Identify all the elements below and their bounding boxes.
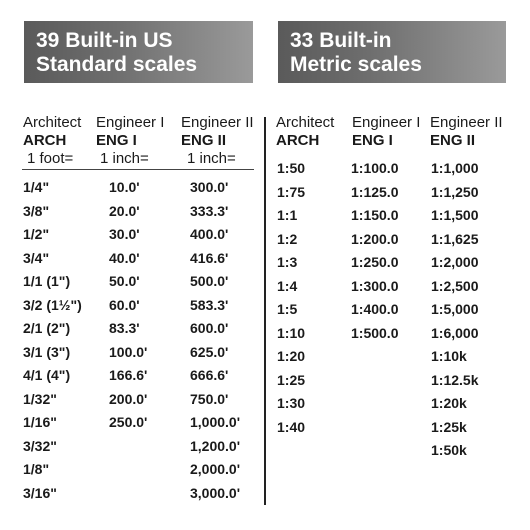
metric-arch-header-code: ARCH	[276, 132, 320, 149]
us-eng2-cell: 333.3'	[190, 202, 229, 219]
us-arch-cell: 3/4"	[23, 249, 50, 266]
us-eng2-header	[181, 114, 254, 168]
metric-eng1-cell: 1:200.0	[351, 230, 399, 247]
us-eng1-header-code: ENG I	[96, 132, 137, 149]
metric-eng1-header-code: ENG I	[352, 132, 393, 149]
us-eng1-cell: 20.0'	[109, 202, 140, 219]
metric-eng2-cell: 1:25k	[431, 418, 467, 435]
us-eng1-cell: 166.6'	[109, 367, 148, 383]
us-arch-header	[23, 114, 81, 168]
us-arch-cell: 3/1 (3")	[23, 343, 71, 360]
metric-arch-cell: 1:50	[277, 160, 306, 176]
metric-arch-cell: 1:3	[277, 254, 298, 270]
us-arch-cell: 3/8"	[23, 202, 50, 219]
us-eng2-header-name: Engineer II	[181, 114, 254, 131]
us-eng1-cell: 40.0'	[109, 249, 140, 266]
us-eng2-cell: 750.0'	[190, 390, 229, 407]
us-arch-header-name: Architect	[23, 114, 82, 131]
section-divider	[264, 117, 266, 505]
us-eng2-cell: 400.0'	[190, 226, 229, 242]
metric-arch-cell: 1:25	[277, 371, 306, 388]
us-eng1-cell: 60.0'	[109, 296, 140, 313]
metric-eng2-cell: 1:1,500	[431, 207, 479, 223]
metric-arch-cell: 1:30	[277, 395, 306, 411]
metric-eng2-header-code: ENG II	[430, 132, 476, 149]
metric-eng2-cell: 1:5,000	[431, 301, 479, 317]
metric-arch-header-name: Architect	[276, 114, 335, 131]
metric-banner-title-line1: 33 Built-in	[290, 29, 392, 52]
metric-arch-cell: 1:40	[277, 418, 306, 435]
us-arch-cell: 3/2 (1½")	[23, 296, 82, 313]
metric-eng1-cell: 1:300.0	[351, 277, 399, 294]
us-scales-banner	[24, 21, 253, 83]
us-eng1-cell: 50.0'	[109, 273, 140, 289]
metric-eng2-cell: 1:10k	[431, 348, 467, 364]
metric-eng1-cell: 1:500.0	[351, 324, 399, 341]
metric-eng1-column	[351, 157, 398, 345]
metric-banner-title-line2: Metric scales	[290, 53, 422, 76]
metric-eng2-cell: 1:12.5k	[431, 371, 479, 388]
us-arch-header-code: ARCH	[23, 132, 67, 149]
us-header-rule	[22, 169, 254, 170]
metric-eng2-cell: 1:1,250	[431, 183, 479, 200]
us-banner-title-line2: Standard scales	[36, 53, 198, 76]
us-arch-cell: 1/2"	[23, 226, 50, 242]
us-arch-cell: 3/32"	[23, 437, 57, 454]
us-eng1-cell: 250.0'	[109, 414, 148, 430]
us-arch-cell: 4/1 (4")	[23, 367, 71, 383]
metric-arch-cell: 1:2	[277, 230, 298, 247]
metric-eng2-cell: 1:2,000	[431, 254, 479, 270]
us-eng2-cell: 600.0'	[190, 320, 229, 336]
metric-eng2-cell: 1:50k	[431, 442, 467, 458]
us-eng2-cell: 666.6'	[190, 367, 229, 383]
metric-arch-cell: 1:1	[277, 207, 298, 223]
us-eng2-cell: 500.0'	[190, 273, 229, 289]
us-eng2-header-code: ENG II	[181, 132, 227, 149]
us-eng2-cell: 416.6'	[190, 249, 229, 266]
us-banner-title-line1: 39 Built-in US	[36, 29, 173, 52]
us-eng2-cell: 583.3'	[190, 296, 229, 313]
us-eng1-header	[96, 114, 164, 168]
us-arch-cell: 1/16"	[23, 414, 57, 430]
metric-arch-cell: 1:75	[277, 183, 306, 200]
us-arch-cell: 1/8"	[23, 461, 50, 477]
metric-scales-banner	[278, 21, 506, 83]
us-eng1-column	[109, 176, 147, 435]
us-eng1-cell: 10.0'	[109, 179, 140, 195]
us-arch-cell: 1/32"	[23, 390, 57, 407]
us-eng2-cell: 300.0'	[190, 179, 229, 195]
us-arch-cell: 3/16"	[23, 484, 57, 501]
us-eng2-column	[190, 176, 240, 505]
metric-eng2-cell: 1:1,625	[431, 230, 479, 247]
us-arch-header-unit: 1 foot=	[27, 150, 74, 167]
metric-eng1-header-name: Engineer I	[352, 114, 421, 131]
metric-eng2-cell: 1:6,000	[431, 324, 479, 341]
us-eng1-header-unit: 1 inch=	[100, 150, 149, 167]
us-eng2-cell: 2,000.0'	[190, 461, 241, 477]
metric-arch-cell: 1:20	[277, 348, 306, 364]
metric-arch-column	[277, 157, 305, 439]
metric-arch-cell: 1:5	[277, 301, 298, 317]
metric-eng2-column	[431, 157, 478, 463]
us-eng1-cell: 200.0'	[109, 390, 148, 407]
metric-arch-cell: 1:10	[277, 324, 306, 341]
us-arch-cell: 1/1 (1")	[23, 273, 71, 289]
us-eng1-cell: 100.0'	[109, 343, 148, 360]
metric-eng2-header	[430, 114, 503, 150]
metric-eng2-cell: 1:20k	[431, 395, 467, 411]
us-arch-cell: 1/4"	[23, 179, 50, 195]
metric-arch-header	[276, 114, 334, 150]
us-eng2-header-unit: 1 inch=	[187, 150, 236, 167]
metric-eng2-header-name: Engineer II	[430, 114, 503, 131]
us-eng1-header-name: Engineer I	[96, 114, 165, 131]
metric-eng1-cell: 1:100.0	[351, 160, 399, 176]
us-arch-cell: 2/1 (2")	[23, 320, 71, 336]
metric-eng1-cell: 1:400.0	[351, 301, 399, 317]
metric-eng1-cell: 1:150.0	[351, 207, 399, 223]
us-eng1-cell: 83.3'	[109, 320, 140, 336]
metric-eng2-cell: 1:2,500	[431, 277, 479, 294]
us-eng2-cell: 3,000.0'	[190, 484, 241, 501]
us-eng2-cell: 1,000.0'	[190, 414, 241, 430]
metric-arch-cell: 1:4	[277, 277, 298, 294]
us-eng1-cell: 30.0'	[109, 226, 140, 242]
metric-eng1-cell: 1:250.0	[351, 254, 399, 270]
metric-eng2-cell: 1:1,000	[431, 160, 479, 176]
metric-eng1-cell: 1:125.0	[351, 183, 399, 200]
us-eng2-cell: 625.0'	[190, 343, 229, 360]
us-arch-column	[23, 176, 82, 505]
metric-eng1-header	[352, 114, 420, 150]
us-eng2-cell: 1,200.0'	[190, 437, 241, 454]
